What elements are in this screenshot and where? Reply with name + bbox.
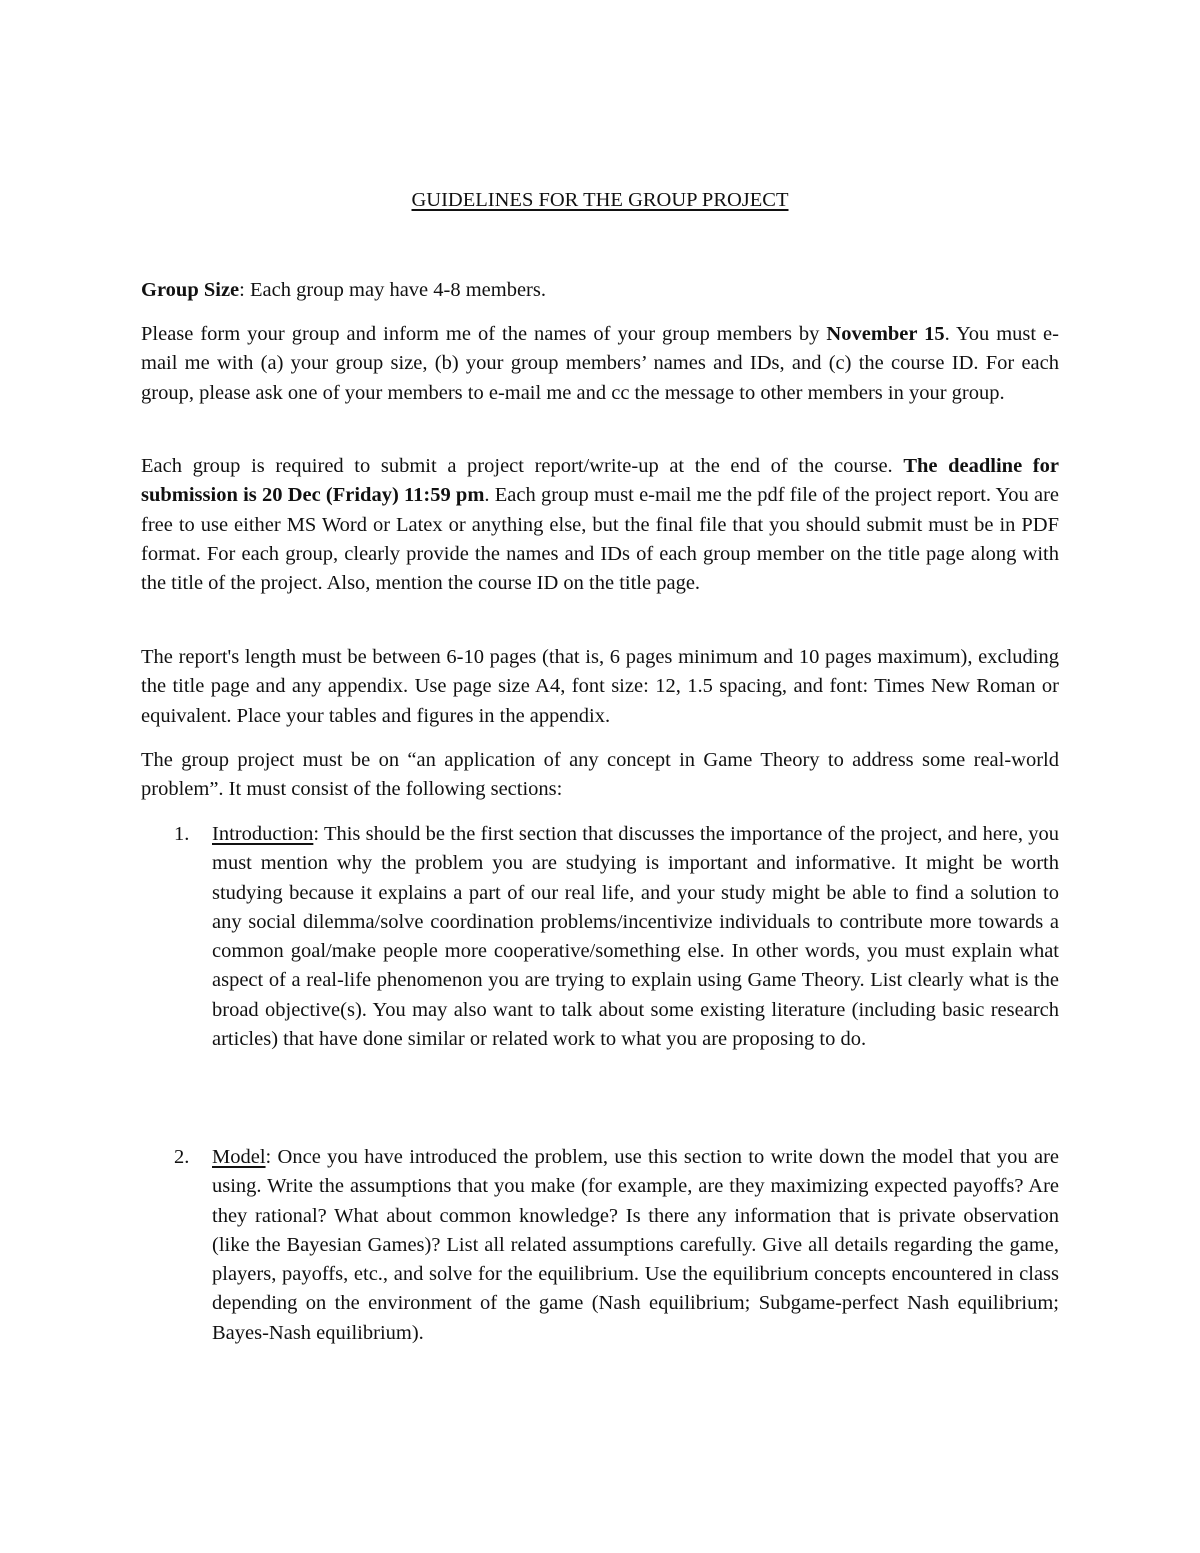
length-paragraph: The report's length must be between 6-10 pages (that is, 6 pages minimum and 10 pages maximum), excluding the title page and any appendix. Use page size A4, font size: 12, 1.5 spacing, and font: Times New Roman or equivalent. Place your tables and figures in the appendix.: [141, 646, 1059, 727]
section-heading-model: Model: [212, 1146, 266, 1168]
list-item-introduction: [141, 820, 1059, 1054]
group-size-paragraph: [141, 276, 1059, 305]
form-group-deadline: November 15: [826, 323, 945, 345]
group-size-label: Group Size: [141, 279, 240, 301]
list-number: 2.: [174, 1146, 190, 1168]
section-text-introduction: : This should be the first section that discusses the importance of the project, and here, you must mention why the problem you are studying is important and informative. It might be worth studying because it explains a part of our real life, and your study might be able to find a solution to any social dilemma/solve coordination problems/incentivize individuals to contribute more towards a common goal/make people more cooperative/something else. In other words, you must explain what aspect of a real-life phenomenon you are trying to explain using Game Theory. List clearly what is the broad objective(s). You may also want to talk about some existing literature (including basic research articles) that have done similar or related work to what you are proposing to do.: [212, 823, 1059, 1051]
submission-text-1: Each group is required to submit a project report/write-up at the end of the course.: [141, 455, 904, 477]
form-group-text-1: Please form your group and inform me of the names of your group members by: [141, 323, 827, 345]
list-item-model: [141, 1143, 1059, 1348]
list-number: 1.: [174, 823, 190, 845]
topic-paragraph: The group project must be on “an application of any concept in Game Theory to address some real-world problem”. It must consist of the following sections:: [141, 749, 1059, 801]
submission-deadline: The deadline for submission is 20 Dec (Friday) 11:59 pm: [141, 455, 1059, 507]
sections-list: [141, 820, 1059, 1054]
page-title: GUIDELINES FOR THE GROUP PROJECT: [411, 189, 789, 211]
submission-text-2: . Each group must e-mail me the pdf file of the project report. You are free to use either MS Word or Latex or anything else, but the final file that you should submit must be in PDF format. For each group, clearly provide the names and IDs of each group member on the title page along with the title of the project. Also, mention the course ID on the title page.: [141, 484, 1059, 595]
submission-paragraph: [141, 452, 1059, 598]
sections-list-2: [141, 1143, 1059, 1348]
section-heading-introduction: Introduction: [212, 823, 314, 845]
section-text-model: : Once you have introduced the problem, use this section to write down the model that you are using. Write the assumptions that you make (for example, are they maximizing expected payoffs? Are they rational? What about common knowledge? Is there any information that is private observation (like the Bayesian Games)? List all related assumptions carefully. Give all details regarding the game, players, payoffs, etc., and solve for the equilibrium. Use the equilibrium concepts encountered in class depending on the environment of the game (Nash equilibrium; Subgame-perfect Nash equilibrium; Bayes-Nash equilibrium).: [212, 1146, 1059, 1344]
group-size-text: : Each group may have 4-8 members.: [239, 279, 546, 301]
form-group-text-2: . You must e-mail me with (a) your group size, (b) your group members’ names and IDs, and (c) the course ID. For each group, please ask one of your members to e-mail me and cc the message to other members in your group.: [141, 323, 1059, 404]
document-page: [141, 0, 1059, 1553]
form-group-paragraph: [141, 320, 1059, 408]
